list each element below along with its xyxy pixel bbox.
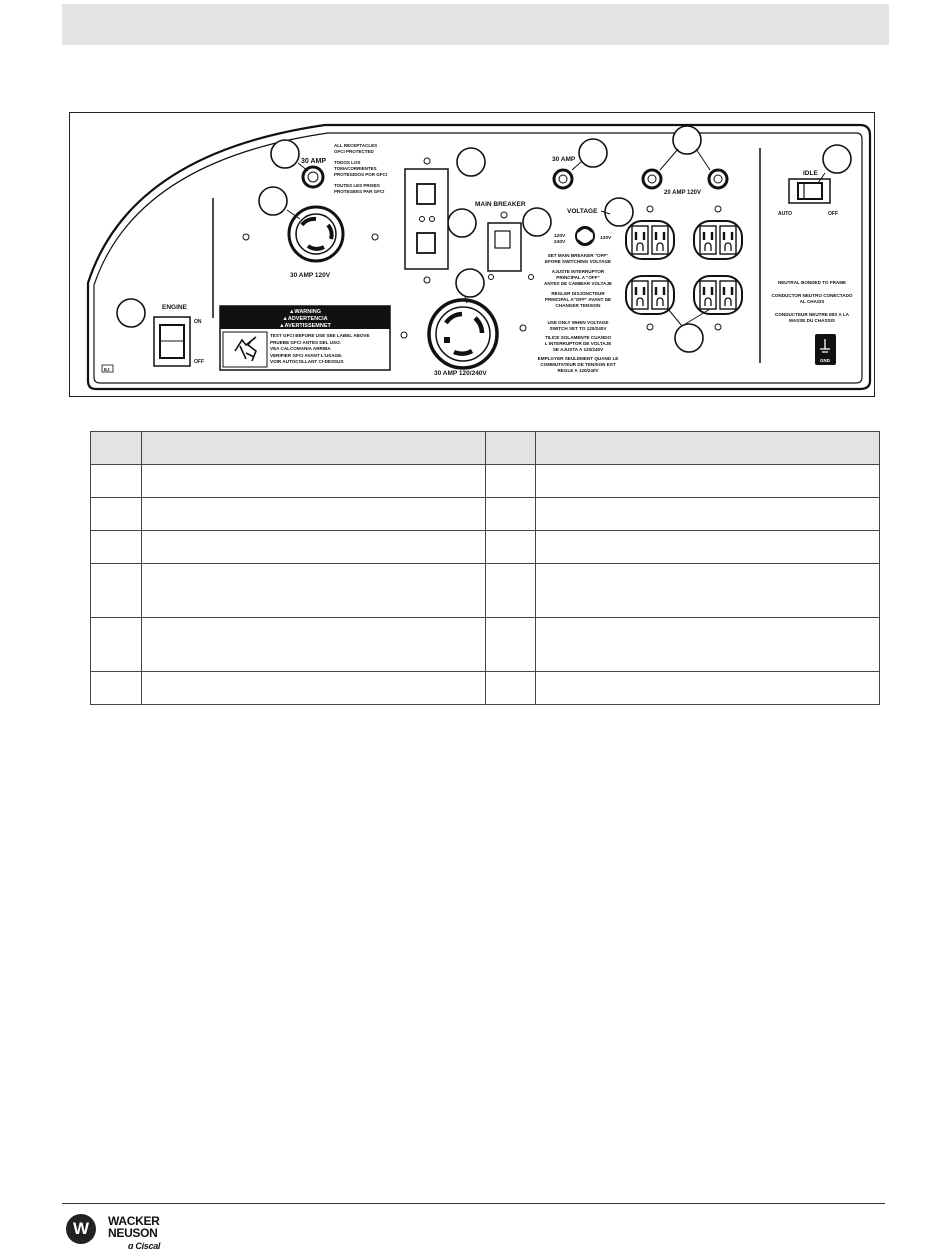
note-line: PRINCIPAL A "OFF" [556, 275, 600, 280]
legend-header-cell [142, 432, 486, 465]
screw [520, 325, 526, 331]
duplex-receptacle [694, 221, 742, 259]
note-line: SE AJUSTA A 120/240V [552, 347, 604, 352]
table-cell [142, 498, 486, 531]
control-panel-figure [69, 112, 875, 397]
note-line: SET MAIN BREAKER "OFF" [547, 253, 609, 258]
brand-name-line: NEUSON [108, 1226, 158, 1240]
page-header-band [62, 4, 889, 45]
note-line: EMPLOYER SEULEMENT QUAND LE [537, 356, 619, 361]
note-line: CHANGER TENSION [555, 303, 601, 308]
note-line: REGLE A 120/240V [557, 368, 599, 373]
table-cell [486, 618, 536, 672]
label-voltage-120: 120V [600, 236, 612, 241]
table-row [91, 618, 880, 672]
table-row [91, 672, 880, 705]
screw [501, 212, 507, 218]
note-line: CONDUCTEUR NEUTRE MIS A LA [775, 312, 849, 317]
screw [647, 324, 653, 330]
gfci-note: GFCI PROTECTED [334, 149, 374, 154]
label-twistlock-30a-120-240v: 30 AMP 120/240V [434, 370, 487, 377]
note-line: NEUTRAL BONDED TO FRAME [777, 280, 847, 285]
screw [372, 234, 378, 240]
panel-code: EJ [104, 367, 110, 372]
voltage-notes [538, 253, 619, 373]
table-row [91, 498, 880, 531]
screw [424, 158, 430, 164]
table-cell [536, 564, 880, 618]
table-cell [142, 618, 486, 672]
control-panel-illustration [70, 113, 876, 398]
label-idle-off: OFF [828, 211, 838, 217]
footer-rule [62, 1203, 885, 1204]
breaker-button [417, 233, 435, 253]
note-line: REGLER DISJONCTEUR [551, 291, 605, 296]
receptacle-center [308, 172, 318, 182]
label-main-breaker: MAIN BREAKER [475, 201, 526, 208]
gfci-note: ALL RECEPTACLES [334, 143, 378, 148]
table-cell [486, 564, 536, 618]
warning-text: VERIFIER GFCI AVANT L'USAGE. [270, 353, 343, 358]
note-line: COMMUTATEUR DE TENSION EST [540, 362, 616, 367]
note-line: PRINCIPAL A"OFF" AVANT DE [544, 297, 612, 302]
table-row [91, 564, 880, 618]
table-cell [142, 531, 486, 564]
warning-title: ▲WARNING [288, 309, 322, 315]
table-cell [91, 672, 142, 705]
label-gfci-30amp: 30 AMP [301, 158, 327, 165]
label-engine-off: OFF [194, 359, 204, 365]
label-twistlock-30a-120v: 30 AMP 120V [290, 272, 331, 279]
callout-circle [823, 145, 851, 173]
note-line: AJUSTE INTERRUPTOR [551, 269, 605, 274]
legend-header-cell [91, 432, 142, 465]
breaker-button [417, 184, 435, 204]
brand-logo-icon: W [66, 1214, 96, 1244]
gfci-note: PROTEGIDOS POR GFCI [334, 172, 388, 177]
gfci-note: TODOS LOS [334, 160, 361, 165]
legend-header-row [91, 432, 880, 465]
table-cell [486, 465, 536, 498]
warning-text: TEST GFCI BEFORE USE SEE LABEL ABOVE [270, 333, 370, 338]
table-cell [142, 672, 486, 705]
table-cell [536, 618, 880, 672]
table-cell [536, 498, 880, 531]
label-idle-auto: AUTO [778, 211, 793, 217]
label-gnd: GND [820, 358, 830, 363]
callout-circle [259, 187, 287, 215]
warning-title: ▲ADVERTENCIA [282, 316, 328, 322]
screw [647, 206, 653, 212]
note-line: CONDUCTOR NEUTRO CONECTADO [771, 293, 853, 298]
note-line: MASSE DU CHASSIS [789, 318, 835, 323]
callout-circle [271, 140, 299, 168]
note-line: ANTES DE CAMBIAR VOLTAJE [544, 281, 612, 286]
table-cell [536, 672, 880, 705]
table-cell [536, 465, 880, 498]
table-cell [91, 498, 142, 531]
screw [715, 206, 721, 212]
table-row [91, 531, 880, 564]
note-line: EFORE SWITCHING VOLTAGE [544, 259, 612, 264]
screw [243, 234, 249, 240]
screw [715, 324, 721, 330]
duplex-receptacle [626, 221, 674, 259]
legend-header-cell [536, 432, 880, 465]
callout-circle [523, 208, 551, 236]
table-cell [536, 531, 880, 564]
gfci-note: PROTEGEES PAR GFCI [334, 189, 385, 194]
table-cell [486, 672, 536, 705]
warning-title: ▲AVERTISSEMNET [279, 323, 331, 329]
table-cell [91, 618, 142, 672]
screw [424, 277, 430, 283]
brand-logo [66, 1212, 191, 1252]
callout-circle [605, 198, 633, 226]
duplex-receptacle [626, 276, 674, 314]
table-cell [91, 564, 142, 618]
callout-circle [675, 324, 703, 352]
gfci-note: TOMACORRIENTES [334, 166, 377, 171]
callout-circle [457, 148, 485, 176]
warning-text: VEA CALCOMANIA ARRIBA [270, 346, 331, 351]
label-engine-on: ON [194, 319, 202, 325]
label-voltage-120-240: 120V [554, 234, 566, 239]
note-line: SWITCH SET TO 120/240V [549, 326, 607, 331]
voltage-selector [576, 227, 594, 245]
brand-name-line: WACKER [108, 1214, 160, 1228]
warning-label [220, 306, 390, 370]
label-30amp: 30 AMP [552, 156, 576, 163]
callout-circle [456, 269, 484, 297]
gfci-note: TOUTES LES PRISES [334, 183, 380, 188]
callout-circle [117, 299, 145, 327]
screw [401, 332, 407, 338]
note-line: L INTERRUPTOR DE VOLTAJE [544, 341, 612, 346]
table-cell [142, 465, 486, 498]
label-voltage: VOLTAGE [567, 208, 598, 215]
table-cell [486, 531, 536, 564]
note-line: USE ONLY WHEN VOLTAGE [547, 320, 609, 325]
duplex-receptacle [694, 276, 742, 314]
table-row [91, 465, 880, 498]
neutral-notes [772, 280, 853, 323]
table-cell [486, 498, 536, 531]
label-voltage-120-240: 240V [554, 240, 566, 245]
table-cell [142, 564, 486, 618]
callout-circle [579, 139, 607, 167]
legend-table [90, 431, 880, 705]
label-engine: ENGINE [162, 304, 187, 311]
callout-circle [448, 209, 476, 237]
idle-switch [798, 183, 822, 199]
warning-text: VOIR AUTOCOLLANT CI-DESSUS [270, 359, 344, 364]
label-20amp-120v: 20 AMP 120V [664, 190, 702, 196]
label-idle: IDLE [803, 170, 818, 177]
table-cell [91, 465, 142, 498]
legend-header-cell [486, 432, 536, 465]
brand-subline: ɑ Ciscal [128, 1241, 161, 1251]
note-line: TILICE SOLAMENTE CUANDO [544, 335, 612, 340]
warning-text: PRUEBE GFCI ANTES DEL USO. [270, 340, 341, 345]
note-line: AL CHASIS [799, 299, 825, 304]
table-cell [91, 531, 142, 564]
duplex-receptacles [626, 206, 742, 330]
